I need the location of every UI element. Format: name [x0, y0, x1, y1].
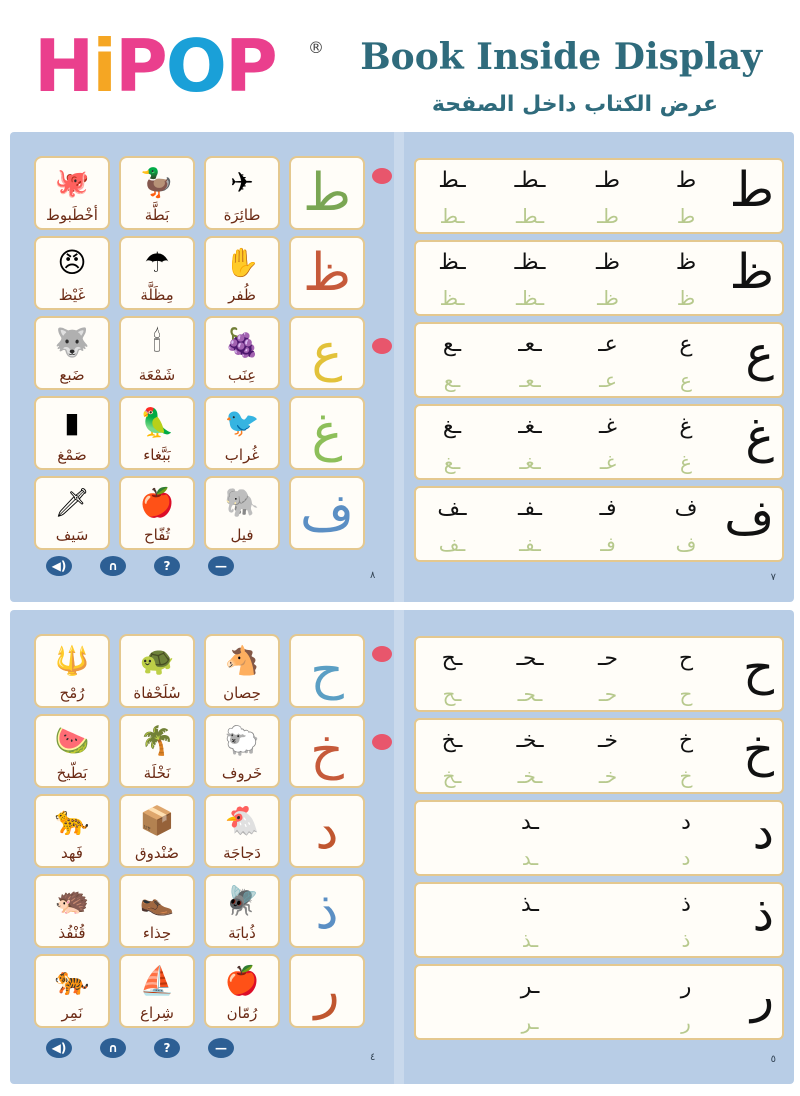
letter-form: ط — [675, 168, 697, 193]
word-card[interactable] — [204, 156, 280, 230]
word-label: نَمِر — [61, 1004, 83, 1022]
word-picture-icon: 🦆 — [139, 165, 175, 199]
word-card[interactable] — [119, 954, 195, 1028]
word-picture-icon: 🔱 — [54, 643, 90, 677]
logo-letter: O — [165, 24, 225, 108]
trace-guide[interactable]: خـ — [598, 764, 618, 788]
word-picture-icon: ☂ — [144, 245, 170, 279]
letter-card[interactable]: غ — [289, 396, 365, 470]
writing-row-letter: خ — [743, 722, 774, 778]
letter-forms — [426, 892, 712, 917]
word-picture-icon: 🪰 — [224, 883, 260, 917]
writing-row-letter: ر — [750, 968, 774, 1024]
writing-row — [414, 718, 784, 794]
letter-form: ـغـ — [518, 414, 542, 439]
word-label: بَطّيخ — [56, 764, 88, 782]
trace-guide[interactable]: ذ — [681, 928, 691, 952]
word-picture-icon: ✋ — [224, 245, 260, 279]
trace-guide[interactable]: ـغ — [443, 450, 461, 474]
writing-row — [414, 800, 784, 876]
word-label: طائِرَة — [223, 206, 261, 224]
word-label: شِراع — [140, 1004, 174, 1022]
letter-forms — [426, 728, 712, 753]
trace-guide[interactable]: حـ — [598, 682, 618, 706]
bottom-left-page — [10, 610, 394, 1084]
trace-guide[interactable]: ح — [679, 682, 693, 706]
word-card[interactable] — [119, 316, 195, 390]
trace-guides — [426, 368, 712, 392]
trace-guide[interactable]: ـفـ — [519, 532, 541, 556]
letter-form: خـ — [597, 728, 619, 753]
letter-form: ـح — [441, 646, 463, 671]
logo-letter: H — [34, 24, 93, 108]
word-label: شَمْعَة — [138, 366, 176, 384]
trace-guide[interactable]: ـخـ — [517, 764, 543, 788]
writing-row — [414, 964, 784, 1040]
word-card[interactable] — [119, 156, 195, 230]
word-card[interactable] — [119, 476, 195, 550]
trace-guide[interactable]: غ — [680, 450, 692, 474]
letter-form: ـغ — [442, 414, 462, 439]
letter-form: ـظـ — [514, 250, 546, 275]
letter-form: ـطـ — [514, 168, 546, 193]
letter-forms — [426, 974, 712, 999]
trace-guide[interactable]: ـع — [443, 368, 461, 392]
writing-row — [414, 158, 784, 234]
letter-form: ح — [678, 646, 694, 671]
word-label: ضَبع — [59, 366, 85, 384]
word-card[interactable] — [204, 396, 280, 470]
trace-guide[interactable]: ع — [680, 368, 692, 392]
trace-guides — [426, 1010, 712, 1034]
writing-row — [414, 882, 784, 958]
gutter — [394, 132, 404, 602]
trace-guide[interactable]: فـ — [600, 532, 616, 556]
letter-form: ـط — [438, 168, 466, 193]
word-card[interactable] — [204, 634, 280, 708]
trace-guide[interactable]: ط — [676, 204, 696, 228]
word-picture-icon: 🕯 — [153, 325, 161, 358]
writing-row-letter: ط — [729, 162, 774, 218]
registered-mark: ® — [308, 38, 324, 57]
letter-card[interactable]: د — [289, 794, 365, 868]
letter-form — [426, 974, 478, 999]
word-card[interactable] — [34, 954, 110, 1028]
letter-form: ـخ — [441, 728, 463, 753]
top-right-page — [404, 132, 794, 602]
logo-letter: P — [224, 24, 276, 108]
word-label: رُمّان — [226, 1004, 258, 1022]
trace-guide[interactable]: ف — [675, 532, 697, 556]
letter-forms — [426, 496, 712, 521]
letter-form: ـف — [437, 496, 467, 521]
page-number: ٥ — [770, 1054, 776, 1065]
word-picture-icon: 🍉 — [54, 723, 90, 757]
logo-letter: i — [92, 24, 115, 108]
music-note-icon[interactable] — [372, 734, 392, 750]
trace-guide[interactable]: ـر — [521, 1010, 539, 1034]
letter-form — [582, 810, 634, 835]
page-number: ٤ — [370, 1052, 376, 1063]
letter-form: ف — [674, 496, 698, 521]
headphones-button[interactable]: ∩ — [100, 556, 126, 576]
trace-guide[interactable]: ظـ — [597, 286, 619, 310]
word-card[interactable] — [119, 874, 195, 948]
letter-form: ـع — [442, 332, 462, 357]
trace-guide[interactable]: خ — [679, 764, 693, 788]
writing-row — [414, 486, 784, 562]
letter-forms — [426, 332, 712, 357]
word-label: حِذاء — [142, 924, 172, 942]
letter-form — [426, 892, 478, 917]
word-picture-icon: 🗡 — [54, 485, 90, 519]
trace-guide[interactable]: ـح — [442, 682, 462, 706]
letter-form: ـفـ — [517, 496, 543, 521]
top-spread — [10, 132, 794, 602]
letter-form — [426, 810, 478, 835]
word-label: صُنْدوق — [134, 844, 180, 862]
top-word-grid — [34, 156, 365, 550]
trace-guides — [426, 928, 712, 952]
word-picture-icon: 🍎 — [224, 963, 260, 997]
volume-button[interactable]: ◀) — [46, 556, 72, 576]
word-label: ظُفر — [228, 286, 256, 304]
word-label: حِصان — [223, 684, 261, 702]
word-card[interactable] — [119, 794, 195, 868]
writing-row-letter: ظ — [729, 244, 774, 300]
trace-guides — [426, 682, 712, 706]
word-picture-icon: 🍇 — [224, 325, 260, 359]
word-card[interactable] — [204, 714, 280, 788]
word-label: دَجاجَة — [223, 844, 261, 862]
word-picture-icon: 🐙 — [54, 165, 90, 199]
word-label: بَبَّغاء — [143, 446, 171, 464]
word-label: خَروف — [221, 764, 263, 782]
word-picture-icon: 🦜 — [139, 405, 175, 439]
word-card[interactable] — [119, 634, 195, 708]
trace-guide[interactable]: طـ — [597, 204, 619, 228]
letter-form: ظـ — [596, 250, 620, 275]
letter-form: ـعـ — [518, 332, 542, 357]
letter-card[interactable]: خ — [289, 714, 365, 788]
minus-button[interactable]: — — [208, 1038, 234, 1058]
word-picture-icon: ✈ — [230, 165, 254, 199]
letter-form: ر — [680, 974, 692, 999]
letter-card[interactable]: ف — [289, 476, 365, 550]
top-controls — [46, 556, 234, 576]
word-card[interactable] — [34, 316, 110, 390]
page-number: ٨ — [370, 570, 376, 581]
letter-form: غـ — [599, 414, 617, 439]
letter-forms — [426, 168, 712, 193]
page-number: ٧ — [770, 572, 776, 583]
title-english: Book Inside Display — [360, 36, 762, 78]
word-picture-icon: 🌴 — [139, 723, 175, 757]
letter-forms — [426, 646, 712, 671]
word-picture-icon: 📦 — [139, 803, 175, 837]
writing-row — [414, 636, 784, 712]
letter-form: ـخـ — [516, 728, 544, 753]
gutter — [394, 610, 404, 1084]
word-label: غُراب — [224, 446, 260, 464]
top-left-page — [10, 132, 394, 602]
word-label: نَخْلَة — [143, 764, 171, 782]
word-card[interactable] — [34, 156, 110, 230]
letter-form — [582, 892, 634, 917]
music-note-icon[interactable] — [372, 338, 392, 354]
word-picture-icon: 🐆 — [54, 803, 90, 837]
writing-row-letter: ف — [724, 490, 774, 546]
writing-row-letter: ع — [745, 326, 774, 382]
letter-form: خ — [678, 728, 694, 753]
headphones-button[interactable]: ∩ — [100, 1038, 126, 1058]
logo-letter: P — [114, 24, 166, 108]
trace-guide[interactable]: ـذ — [521, 928, 539, 952]
word-picture-icon: 👞 — [139, 883, 175, 917]
word-card[interactable] — [204, 794, 280, 868]
trace-guide[interactable]: ـطـ — [515, 204, 545, 228]
letter-form: ـر — [520, 974, 540, 999]
trace-guide[interactable]: ـظـ — [515, 286, 545, 310]
letter-form: ـذ — [521, 892, 539, 917]
letter-form — [582, 974, 634, 999]
trace-guide[interactable]: عـ — [599, 368, 617, 392]
letter-form: عـ — [598, 332, 618, 357]
word-label: أخْطَبوط — [46, 206, 98, 224]
letter-forms — [426, 414, 712, 439]
word-picture-icon: 🐴 — [224, 643, 260, 677]
word-label: تُفّاح — [143, 526, 170, 544]
hipop-logo — [34, 24, 276, 108]
help-button[interactable]: ? — [154, 1038, 180, 1058]
word-label: فيل — [230, 526, 254, 544]
help-button[interactable]: ? — [154, 556, 180, 576]
word-card[interactable] — [119, 236, 195, 310]
trace-guide[interactable]: ـف — [438, 532, 466, 556]
writing-row-letter: د — [752, 804, 774, 860]
word-card[interactable] — [34, 476, 110, 550]
trace-guide[interactable]: د — [681, 846, 691, 870]
letter-form: غ — [679, 414, 693, 439]
word-card[interactable] — [34, 396, 110, 470]
word-card[interactable] — [34, 236, 110, 310]
trace-guide[interactable]: ـعـ — [519, 368, 541, 392]
trace-guide[interactable] — [426, 928, 478, 952]
trace-guide[interactable] — [426, 846, 478, 870]
letter-form: حـ — [597, 646, 619, 671]
writing-row-letter: غ — [745, 408, 774, 464]
word-label: فَهد — [61, 844, 83, 862]
word-label: سَيف — [55, 526, 89, 544]
trace-guide[interactable] — [582, 846, 634, 870]
trace-guides — [426, 532, 712, 556]
word-picture-icon: 🐢 — [139, 643, 175, 677]
word-picture-icon: ⛵ — [139, 963, 175, 997]
trace-guide[interactable]: ـغـ — [519, 450, 541, 474]
word-picture-icon: 😠 — [57, 245, 87, 279]
word-label: ذُبابَة — [228, 924, 256, 942]
writing-row — [414, 322, 784, 398]
letter-card[interactable]: ذ — [289, 874, 365, 948]
trace-guides — [426, 846, 712, 870]
word-label: مِظَلَّة — [140, 286, 174, 304]
word-picture-icon: 🐑 — [224, 723, 260, 757]
letter-form: د — [681, 810, 691, 835]
word-card[interactable] — [34, 874, 110, 948]
word-picture-icon: 🐅 — [54, 963, 90, 997]
trace-guide[interactable]: ر — [681, 1010, 691, 1034]
word-label: قُنْفُذ — [58, 924, 86, 942]
word-picture-icon: 🐔 — [224, 803, 260, 837]
word-card[interactable] — [204, 236, 280, 310]
trace-guide[interactable]: ـط — [439, 204, 465, 228]
title-arabic: عرض الكتاب داخل الصفحة — [431, 92, 718, 117]
letter-form: ع — [679, 332, 693, 357]
letter-form: ذ — [681, 892, 691, 917]
word-card[interactable] — [34, 634, 110, 708]
word-picture-icon: 🐺 — [54, 325, 90, 359]
writing-row-letter: ح — [743, 640, 774, 696]
letter-form: ظ — [675, 250, 697, 275]
letter-card[interactable]: ط — [289, 156, 365, 230]
word-picture-icon: 🍎 — [139, 485, 175, 519]
trace-guide[interactable] — [582, 1010, 634, 1034]
word-card[interactable] — [204, 476, 280, 550]
letter-form: طـ — [596, 168, 620, 193]
word-label: بَطَّة — [144, 206, 170, 224]
bottom-spread — [10, 610, 794, 1084]
letter-card[interactable]: ح — [289, 634, 365, 708]
letter-card[interactable]: ر — [289, 954, 365, 1028]
bottom-word-grid — [34, 634, 365, 1028]
bottom-right-page — [404, 610, 794, 1084]
trace-guide[interactable] — [582, 928, 634, 952]
letter-form: فـ — [599, 496, 617, 521]
word-card[interactable] — [34, 714, 110, 788]
letter-forms — [426, 250, 712, 275]
word-picture-icon: 🦔 — [54, 883, 90, 917]
writing-row — [414, 404, 784, 480]
letter-form: ـحـ — [516, 646, 544, 671]
trace-guides — [426, 204, 712, 228]
trace-guide[interactable]: ـد — [521, 846, 539, 870]
header — [0, 0, 800, 130]
trace-guides — [426, 764, 712, 788]
letter-card[interactable]: ع — [289, 316, 365, 390]
letter-form: ـد — [521, 810, 539, 835]
writing-row — [414, 240, 784, 316]
trace-guide[interactable]: غـ — [599, 450, 617, 474]
word-label: رُمْح — [59, 684, 85, 702]
trace-guide[interactable] — [426, 1010, 478, 1034]
word-label: عِنَب — [227, 366, 257, 384]
letter-forms — [426, 810, 712, 835]
bottom-controls — [46, 1038, 234, 1058]
trace-guide[interactable]: ـحـ — [517, 682, 543, 706]
word-picture-icon: 🐘 — [224, 485, 260, 519]
letter-form: ـظ — [438, 250, 466, 275]
word-picture-icon: ▮ — [64, 405, 80, 439]
word-label: غَيْظ — [58, 286, 86, 304]
writing-row-letter: ذ — [752, 886, 774, 942]
trace-guide[interactable]: ظ — [676, 286, 696, 310]
word-picture-icon: 🐦 — [224, 405, 260, 439]
speaker-icon[interactable] — [372, 168, 392, 184]
volume-button[interactable]: ◀) — [46, 1038, 72, 1058]
word-card[interactable] — [119, 396, 195, 470]
word-label: سُلَحْفاة — [133, 684, 181, 702]
word-card[interactable] — [204, 316, 280, 390]
word-card[interactable] — [204, 954, 280, 1028]
word-card[interactable] — [119, 714, 195, 788]
word-card[interactable] — [204, 874, 280, 948]
speaker-icon[interactable] — [372, 646, 392, 662]
letter-card[interactable]: ظ — [289, 236, 365, 310]
trace-guide[interactable]: ـظ — [439, 286, 465, 310]
word-label: صَمْغ — [57, 446, 87, 464]
trace-guides — [426, 450, 712, 474]
trace-guides — [426, 286, 712, 310]
minus-button[interactable]: — — [208, 556, 234, 576]
trace-guide[interactable]: ـخ — [442, 764, 462, 788]
word-card[interactable] — [34, 794, 110, 868]
